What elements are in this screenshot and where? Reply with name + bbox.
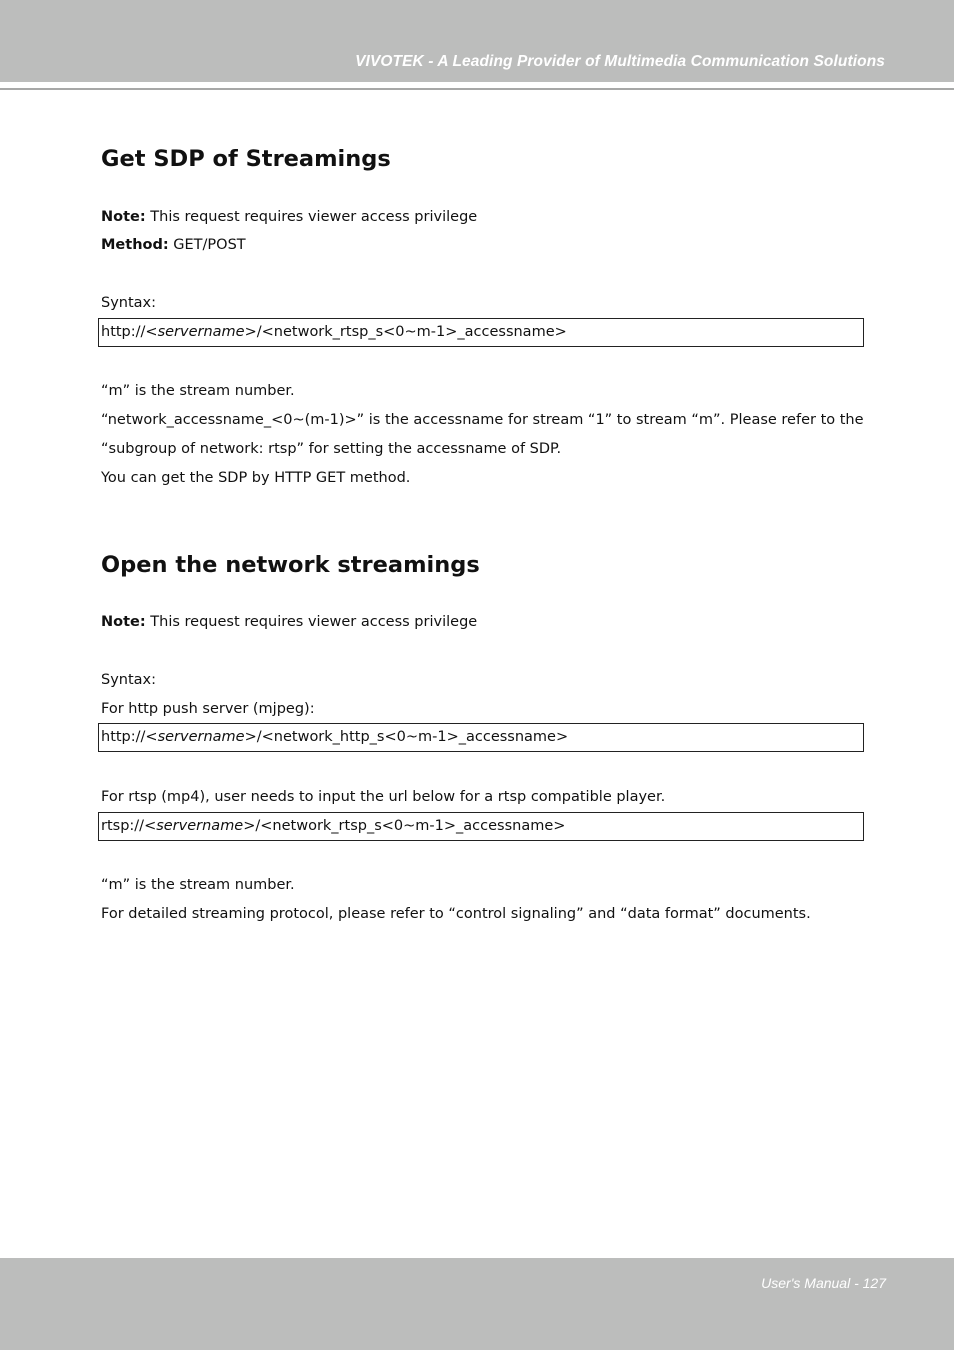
header-title: VIVOTEK - A Leading Provider of Multimedia Communication Solutions xyxy=(355,53,885,70)
method-label: Method: xyxy=(101,237,169,253)
header-divider xyxy=(0,88,954,90)
page-footer xyxy=(0,1258,954,1350)
note-line xyxy=(101,612,477,632)
http-intro: For http push server (mjpeg): xyxy=(101,701,315,717)
url-suffix: /<network_rtsp_s<0~m-1>_accessname> xyxy=(256,324,567,340)
note-label: Note: xyxy=(101,614,146,630)
paragraph-line: “m” is the stream number. xyxy=(101,383,295,399)
url-servername: <servername> xyxy=(145,324,257,340)
url-prefix: rtsp:// xyxy=(101,818,145,834)
section-title-get-sdp: Get SDP of Streamings xyxy=(101,146,391,172)
paragraph-line: “m” is the stream number. xyxy=(101,877,295,893)
syntax-label: Syntax: xyxy=(101,295,157,311)
rtsp-url-box xyxy=(98,812,864,841)
rtsp-intro: For rtsp (mp4), user needs to input the url below for a rtsp compatible player. xyxy=(101,789,666,805)
paragraph-line: “network_accessname_<0~(m-1)>” is the accessname for stream “1” to stream “m”. Please refer to the xyxy=(101,412,864,428)
syntax-label: Syntax: xyxy=(101,672,157,688)
page-number-label: User's Manual - 127 xyxy=(761,1275,886,1291)
http-url-box xyxy=(98,723,864,752)
syntax-url-box xyxy=(98,318,864,347)
note-label: Note: xyxy=(101,209,146,225)
page-header xyxy=(0,0,954,82)
paragraph-line: You can get the SDP by HTTP GET method. xyxy=(101,470,411,486)
method-line xyxy=(101,235,246,255)
url-suffix: /<network_rtsp_s<0~m-1>_accessname> xyxy=(255,818,566,834)
url-servername: <servername> xyxy=(145,729,257,745)
paragraph-line: For detailed streaming protocol, please refer to “control signaling” and “data format” documents. xyxy=(101,906,811,922)
method-text: GET/POST xyxy=(168,237,246,253)
url-prefix: http:// xyxy=(101,324,146,340)
url-prefix: http:// xyxy=(101,729,146,745)
note-text: This request requires viewer access privilege xyxy=(145,209,478,225)
url-suffix: /<network_http_s<0~m-1>_accessname> xyxy=(256,729,569,745)
note-line xyxy=(101,207,477,227)
section-title-open-streamings: Open the network streamings xyxy=(101,552,480,578)
note-text: This request requires viewer access privilege xyxy=(145,614,478,630)
url-servername: <servername> xyxy=(144,818,256,834)
paragraph-line: “subgroup of network: rtsp” for setting the accessname of SDP. xyxy=(101,441,562,457)
